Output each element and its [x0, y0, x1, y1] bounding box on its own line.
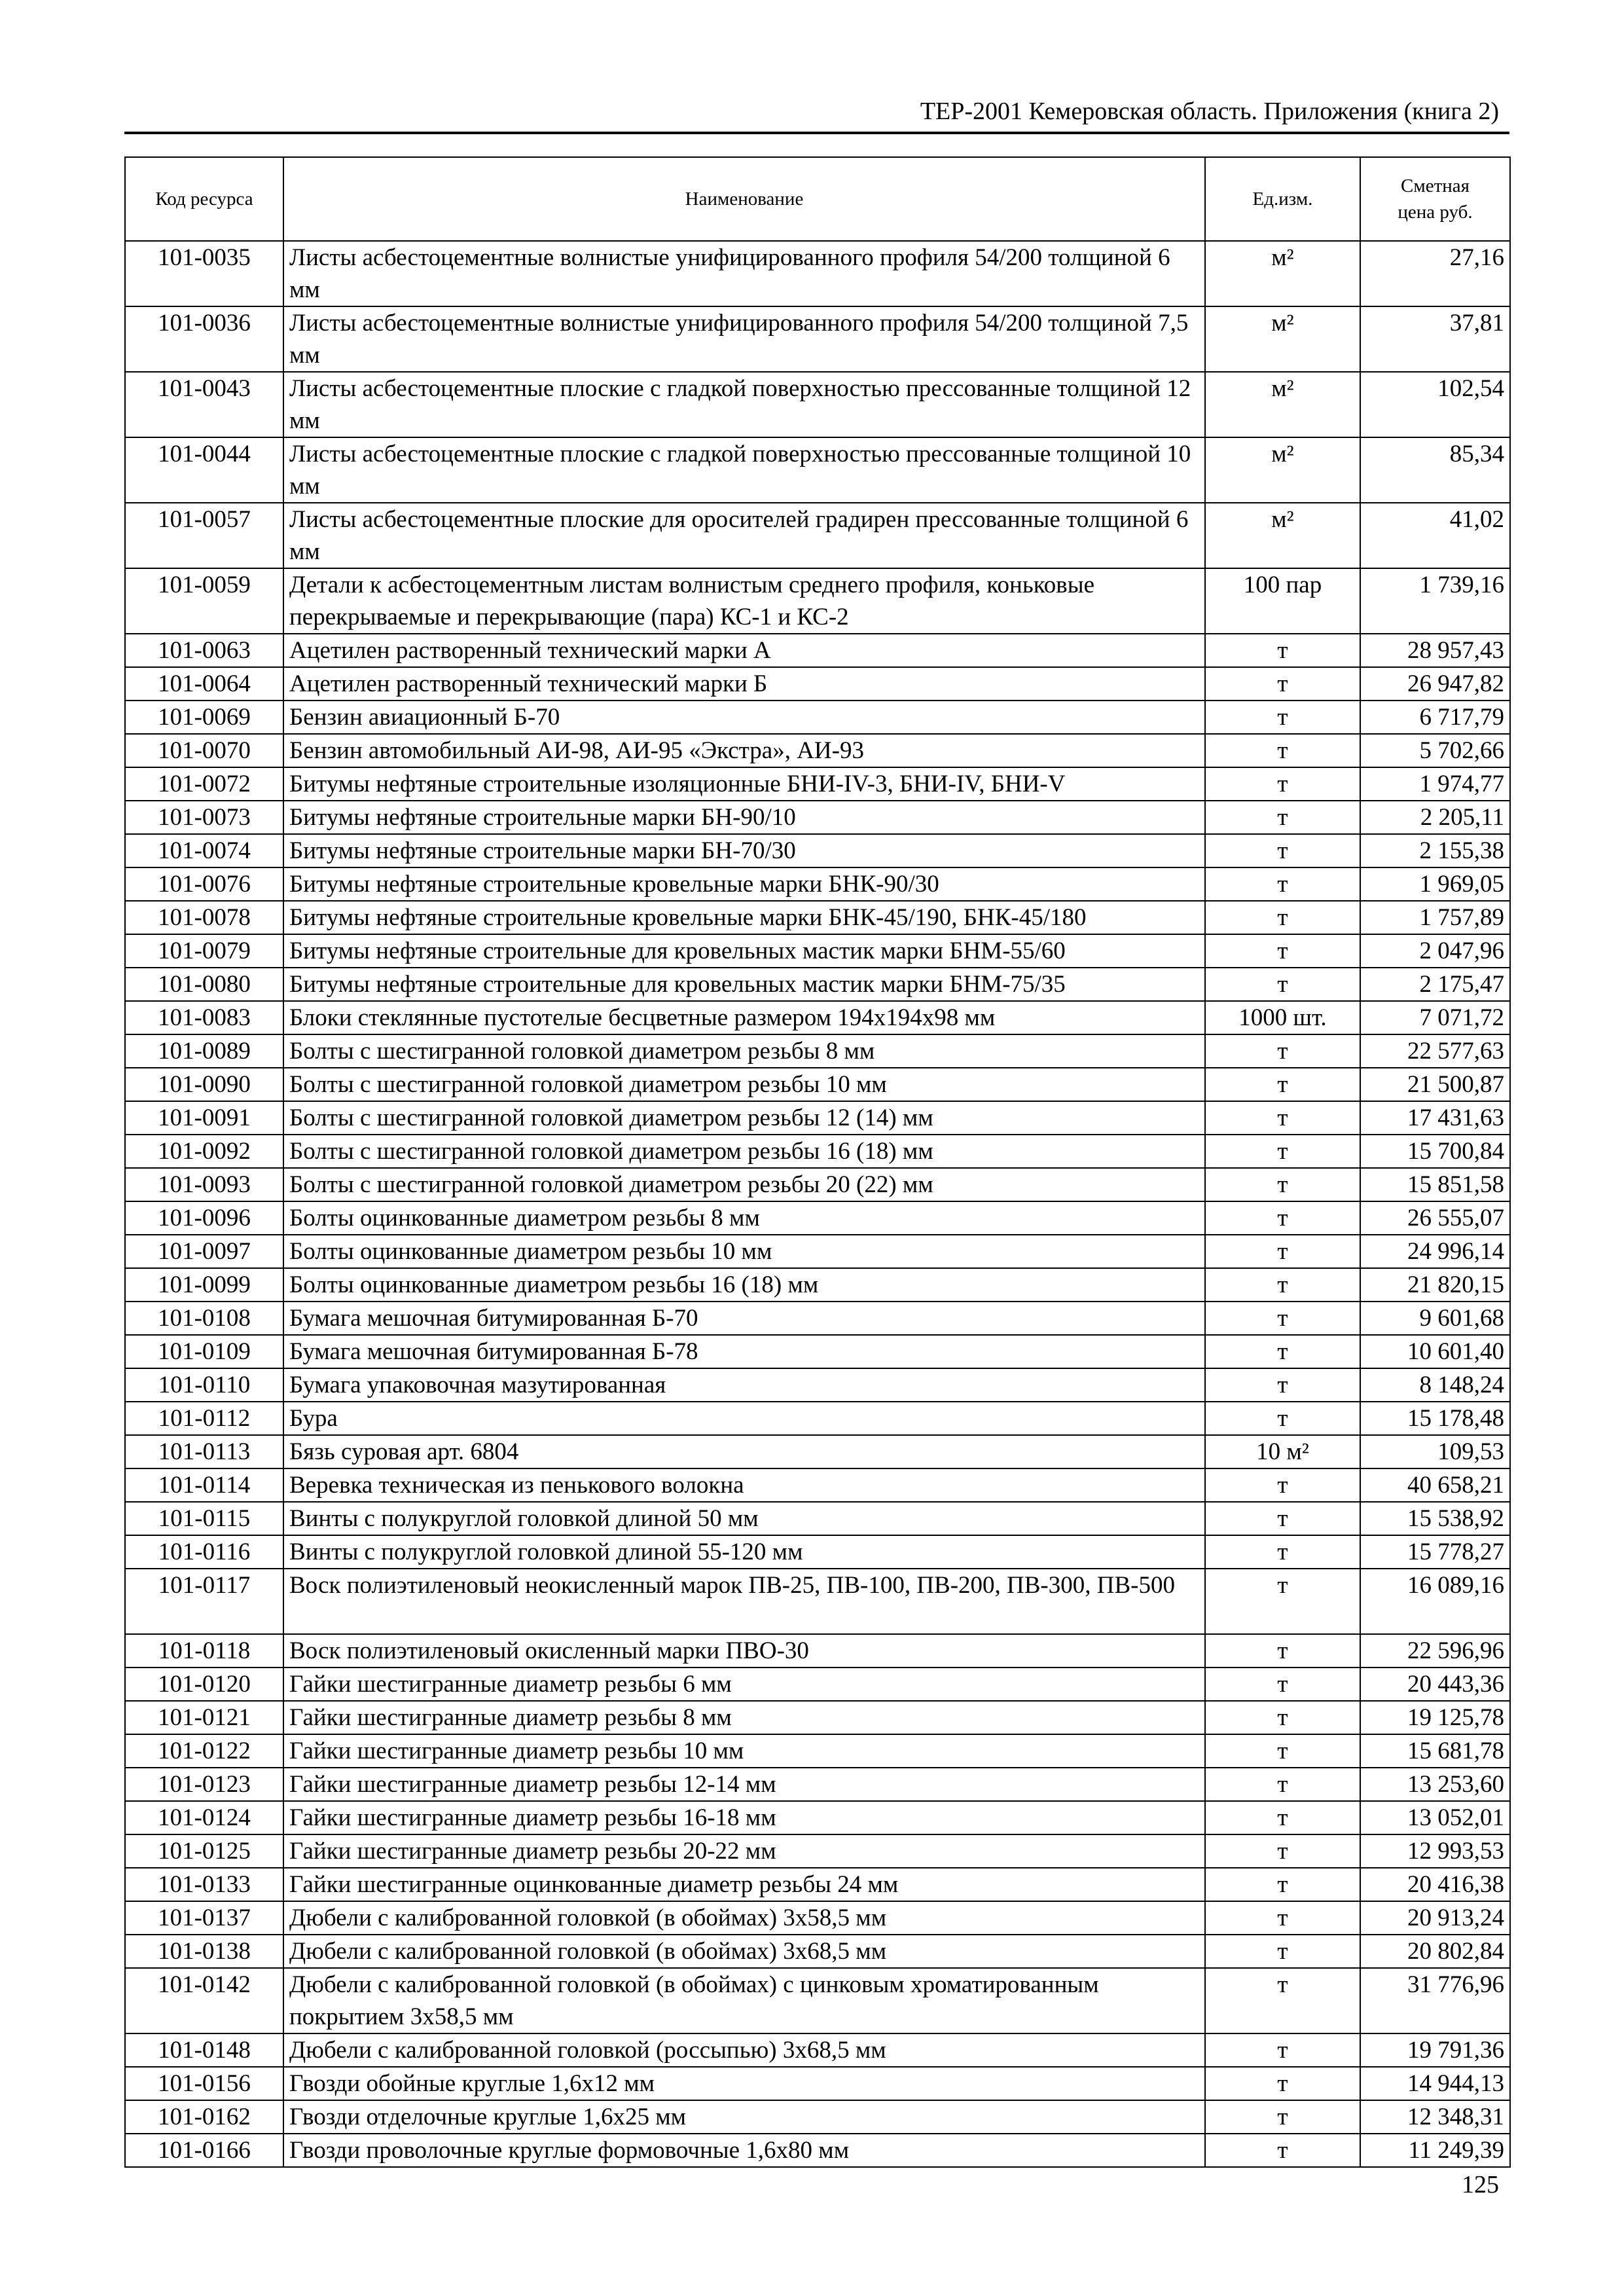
cell-name: Воск полиэтиленовый окисленный марки ПВО-30: [283, 1634, 1205, 1667]
cell-code: 101-0116: [125, 1535, 283, 1569]
table-row: [125, 437, 1510, 503]
cell-unit: т: [1205, 767, 1360, 801]
table-row: [125, 1535, 1510, 1569]
cell-code: 101-0092: [125, 1135, 283, 1168]
cell-code: 101-0072: [125, 767, 283, 801]
cell-price: 102,54: [1360, 372, 1510, 437]
cell-name: Бязь суровая арт. 6804: [283, 1435, 1205, 1468]
cell-unit: т: [1205, 1068, 1360, 1101]
cell-name: Гайки шестигранные оцинкованные диаметр резьбы 24 мм: [283, 1868, 1205, 1901]
cell-code: 101-0109: [125, 1335, 283, 1368]
cell-code: 101-0036: [125, 306, 283, 372]
cell-unit: т: [1205, 1335, 1360, 1368]
cell-code: 101-0108: [125, 1302, 283, 1335]
table-row: [125, 372, 1510, 437]
table-row: [125, 1634, 1510, 1667]
cell-price: 9 601,68: [1360, 1302, 1510, 1335]
cell-code: 101-0118: [125, 1634, 283, 1667]
cell-name: Гайки шестигранные диаметр резьбы 12-14 мм: [283, 1768, 1205, 1801]
table-row: [125, 1968, 1510, 2033]
cell-code: 101-0112: [125, 1402, 283, 1435]
cell-name: Винты с полукруглой головкой длиной 55-120 мм: [283, 1535, 1205, 1569]
cell-name: Битумы нефтяные строительные кровельные марки БНК-90/30: [283, 867, 1205, 901]
cell-code: 101-0166: [125, 2134, 283, 2167]
cell-unit: 100 пар: [1205, 568, 1360, 634]
column-header-price: Сметная цена руб.: [1360, 157, 1510, 241]
table-row: [125, 1834, 1510, 1868]
cell-price: 21 500,87: [1360, 1068, 1510, 1101]
cell-code: 101-0096: [125, 1201, 283, 1235]
cell-name: Битумы нефтяные строительные марки БН-90/10: [283, 801, 1205, 834]
table-row: [125, 1935, 1510, 1968]
table-row: [125, 968, 1510, 1001]
table-row: [125, 568, 1510, 634]
cell-name: Гайки шестигранные диаметр резьбы 20-22 мм: [283, 1834, 1205, 1868]
cell-unit: т: [1205, 801, 1360, 834]
cell-code: 101-0079: [125, 934, 283, 968]
cell-unit: т: [1205, 701, 1360, 734]
cell-code: 101-0162: [125, 2100, 283, 2134]
cell-unit: т: [1205, 734, 1360, 767]
cell-price: 2 175,47: [1360, 968, 1510, 1001]
cell-name: Воск полиэтиленовый неокисленный марок ПВ-25, ПВ-100, ПВ-200, ПВ-300, ПВ-500: [283, 1569, 1205, 1634]
cell-unit: т: [1205, 2134, 1360, 2167]
cell-name: Гайки шестигранные диаметр резьбы 16-18 мм: [283, 1801, 1205, 1834]
cell-price: 14 944,13: [1360, 2067, 1510, 2100]
cell-price: 12 348,31: [1360, 2100, 1510, 2134]
cell-unit: т: [1205, 934, 1360, 968]
cell-name: Гвозди обойные круглые 1,6х12 мм: [283, 2067, 1205, 2100]
table-row: [125, 834, 1510, 867]
cell-price: 10 601,40: [1360, 1335, 1510, 1368]
cell-name: Ацетилен растворенный технический марки А: [283, 634, 1205, 667]
table-row: [125, 1302, 1510, 1335]
cell-unit: т: [1205, 834, 1360, 867]
cell-unit: т: [1205, 2067, 1360, 2100]
cell-code: 101-0123: [125, 1768, 283, 1801]
cell-unit: т: [1205, 1135, 1360, 1168]
table-row: [125, 634, 1510, 667]
cell-price: 19 125,78: [1360, 1701, 1510, 1734]
cell-name: Ацетилен растворенный технический марки Б: [283, 667, 1205, 701]
cell-code: 101-0057: [125, 503, 283, 568]
cell-code: 101-0070: [125, 734, 283, 767]
cell-name: Болты оцинкованные диаметром резьбы 16 (18) мм: [283, 1268, 1205, 1302]
cell-price: 40 658,21: [1360, 1468, 1510, 1502]
table-row: [125, 1001, 1510, 1034]
cell-code: 101-0074: [125, 834, 283, 867]
table-row: [125, 2100, 1510, 2134]
table-row: [125, 934, 1510, 968]
table-body: [125, 241, 1510, 2167]
cell-code: 101-0059: [125, 568, 283, 634]
cell-name: Гайки шестигранные диаметр резьбы 10 мм: [283, 1734, 1205, 1768]
table-row: [125, 1101, 1510, 1135]
cell-price: 28 957,43: [1360, 634, 1510, 667]
table-row: [125, 1235, 1510, 1268]
table-row: [125, 503, 1510, 568]
cell-code: 101-0142: [125, 1968, 283, 2033]
cell-unit: т: [1205, 901, 1360, 934]
cell-name: Бумага упаковочная мазутированная: [283, 1368, 1205, 1402]
header-rule: [124, 132, 1509, 134]
cell-name: Болты с шестигранной головкой диаметром резьбы 20 (22) мм: [283, 1168, 1205, 1201]
cell-price: 13 253,60: [1360, 1768, 1510, 1801]
cell-code: 101-0064: [125, 667, 283, 701]
cell-unit: т: [1205, 1868, 1360, 1901]
cell-code: 101-0121: [125, 1701, 283, 1734]
cell-unit: т: [1205, 1535, 1360, 1569]
cell-code: 101-0122: [125, 1734, 283, 1768]
cell-name: Бензин автомобильный АИ-98, АИ-95 «Экстра», АИ-93: [283, 734, 1205, 767]
table-row: [125, 734, 1510, 767]
cell-unit: т: [1205, 1101, 1360, 1135]
page-number: 125: [1462, 2171, 1499, 2198]
cell-name: Детали к асбестоцементным листам волнистым среднего профиля, коньковые перекрываемые и перекрывающие (пара) КС-1 и КС-2: [283, 568, 1205, 634]
cell-unit: т: [1205, 1834, 1360, 1868]
cell-price: 22 596,96: [1360, 1634, 1510, 1667]
cell-price: 1 739,16: [1360, 568, 1510, 634]
column-header-code: Код ресурса: [125, 157, 283, 241]
table-row: [125, 867, 1510, 901]
cell-price: 22 577,63: [1360, 1034, 1510, 1068]
cell-name: Гвозди проволочные круглые формовочные 1,6х80 мм: [283, 2134, 1205, 2167]
cell-price: 20 802,84: [1360, 1935, 1510, 1968]
cell-price: 27,16: [1360, 241, 1510, 306]
cell-price: 109,53: [1360, 1435, 1510, 1468]
cell-unit: т: [1205, 1768, 1360, 1801]
table-row: [125, 1868, 1510, 1901]
table-row: [125, 667, 1510, 701]
cell-price: 19 791,36: [1360, 2033, 1510, 2067]
table-row: [125, 1034, 1510, 1068]
table-row: [125, 1435, 1510, 1468]
table-row: [125, 1502, 1510, 1535]
cell-price: 11 249,39: [1360, 2134, 1510, 2167]
cell-unit: т: [1205, 1302, 1360, 1335]
cell-price: 15 681,78: [1360, 1734, 1510, 1768]
cell-price: 26 555,07: [1360, 1201, 1510, 1235]
cell-name: Веревка техническая из пенькового волокна: [283, 1468, 1205, 1502]
cell-name: Болты оцинкованные диаметром резьбы 8 мм: [283, 1201, 1205, 1235]
cell-price: 15 700,84: [1360, 1135, 1510, 1168]
cell-code: 101-0044: [125, 437, 283, 503]
table-row: [125, 1368, 1510, 1402]
cell-code: 101-0115: [125, 1502, 283, 1535]
cell-price: 1 969,05: [1360, 867, 1510, 901]
cell-code: 101-0113: [125, 1435, 283, 1468]
cell-code: 101-0125: [125, 1834, 283, 1868]
cell-price: 2 155,38: [1360, 834, 1510, 867]
table-row: [125, 241, 1510, 306]
cell-price: 6 717,79: [1360, 701, 1510, 734]
cell-unit: т: [1205, 1268, 1360, 1302]
cell-code: 101-0078: [125, 901, 283, 934]
cell-unit: м²: [1205, 503, 1360, 568]
cell-unit: т: [1205, 1502, 1360, 1535]
cell-unit: т: [1205, 1201, 1360, 1235]
cell-price: 15 538,92: [1360, 1502, 1510, 1535]
cell-unit: т: [1205, 1701, 1360, 1734]
table-row: [125, 306, 1510, 372]
cell-name: Болты с шестигранной головкой диаметром резьбы 8 мм: [283, 1034, 1205, 1068]
table-row: [125, 1468, 1510, 1502]
cell-unit: т: [1205, 1801, 1360, 1834]
cell-name: Бензин авиационный Б-70: [283, 701, 1205, 734]
table-row: [125, 1068, 1510, 1101]
cell-unit: т: [1205, 1901, 1360, 1935]
cell-code: 101-0063: [125, 634, 283, 667]
cell-unit: т: [1205, 634, 1360, 667]
cell-code: 101-0069: [125, 701, 283, 734]
column-header-name: Наименование: [283, 157, 1205, 241]
cell-price: 26 947,82: [1360, 667, 1510, 701]
cell-name: Гвозди отделочные круглые 1,6х25 мм: [283, 2100, 1205, 2134]
cell-name: Бумага мешочная битумированная Б-78: [283, 1335, 1205, 1368]
cell-name: Болты с шестигранной головкой диаметром резьбы 10 мм: [283, 1068, 1205, 1101]
cell-price: 16 089,16: [1360, 1569, 1510, 1634]
cell-unit: т: [1205, 968, 1360, 1001]
cell-price: 8 148,24: [1360, 1368, 1510, 1402]
cell-code: 101-0124: [125, 1801, 283, 1834]
cell-code: 101-0073: [125, 801, 283, 834]
table-row: [125, 1667, 1510, 1701]
cell-name: Бумага мешочная битумированная Б-70: [283, 1302, 1205, 1335]
cell-unit: 1000 шт.: [1205, 1001, 1360, 1034]
cell-unit: м²: [1205, 306, 1360, 372]
cell-unit: т: [1205, 1569, 1360, 1634]
cell-name: Дюбели с калиброванной головкой (россыпью) 3х68,5 мм: [283, 2033, 1205, 2067]
cell-unit: м²: [1205, 437, 1360, 503]
cell-name: Дюбели с калиброванной головкой (в обоймах) с цинковым хроматированным покрытием 3х58,5 мм: [283, 1968, 1205, 2033]
cell-price: 31 776,96: [1360, 1968, 1510, 2033]
table-row: [125, 767, 1510, 801]
cell-name: Болты с шестигранной головкой диаметром резьбы 16 (18) мм: [283, 1135, 1205, 1168]
cell-name: Бура: [283, 1402, 1205, 1435]
cell-price: 5 702,66: [1360, 734, 1510, 767]
cell-name: Дюбели с калиброванной головкой (в обоймах) 3х58,5 мм: [283, 1901, 1205, 1935]
cell-code: 101-0090: [125, 1068, 283, 1101]
cell-code: 101-0148: [125, 2033, 283, 2067]
cell-code: 101-0117: [125, 1569, 283, 1634]
cell-price: 37,81: [1360, 306, 1510, 372]
cell-code: 101-0076: [125, 867, 283, 901]
cell-unit: м²: [1205, 372, 1360, 437]
cell-name: Битумы нефтяные строительные для кровельных мастик марки БНМ-75/35: [283, 968, 1205, 1001]
cell-price: 1 974,77: [1360, 767, 1510, 801]
cell-unit: 10 м²: [1205, 1435, 1360, 1468]
cell-price: 15 778,27: [1360, 1535, 1510, 1569]
cell-unit: т: [1205, 1402, 1360, 1435]
cell-price: 15 851,58: [1360, 1168, 1510, 1201]
cell-price: 85,34: [1360, 437, 1510, 503]
cell-code: 101-0091: [125, 1101, 283, 1135]
column-header-unit: Ед.изм.: [1205, 157, 1360, 241]
cell-name: Гайки шестигранные диаметр резьбы 8 мм: [283, 1701, 1205, 1734]
cell-unit: т: [1205, 1935, 1360, 1968]
table-row: [125, 801, 1510, 834]
table-row: [125, 2033, 1510, 2067]
cell-name: Битумы нефтяные строительные для кровельных мастик марки БНМ-55/60: [283, 934, 1205, 968]
cell-name: Дюбели с калиброванной головкой (в обоймах) 3х68,5 мм: [283, 1935, 1205, 1968]
cell-name: Битумы нефтяные строительные изоляционные БНИ-IV-3, БНИ-IV, БНИ-V: [283, 767, 1205, 801]
cell-code: 101-0138: [125, 1935, 283, 1968]
cell-price: 7 071,72: [1360, 1001, 1510, 1034]
cell-name: Блоки стеклянные пустотелые бесцветные размером 194х194х98 мм: [283, 1001, 1205, 1034]
cell-code: 101-0093: [125, 1168, 283, 1201]
cell-code: 101-0089: [125, 1034, 283, 1068]
cell-price: 20 416,38: [1360, 1868, 1510, 1901]
table-row: [125, 1135, 1510, 1168]
table-row: [125, 1335, 1510, 1368]
cell-unit: т: [1205, 1634, 1360, 1667]
cell-unit: т: [1205, 667, 1360, 701]
cell-price: 15 178,48: [1360, 1402, 1510, 1435]
cell-price: 2 205,11: [1360, 801, 1510, 834]
cell-price: 12 993,53: [1360, 1834, 1510, 1868]
cell-code: 101-0083: [125, 1001, 283, 1034]
cell-code: 101-0156: [125, 2067, 283, 2100]
cell-price: 24 996,14: [1360, 1235, 1510, 1268]
cell-name: Гайки шестигранные диаметр резьбы 6 мм: [283, 1667, 1205, 1701]
cell-code: 101-0043: [125, 372, 283, 437]
cell-price: 41,02: [1360, 503, 1510, 568]
cell-price: 2 047,96: [1360, 934, 1510, 968]
cell-unit: т: [1205, 1235, 1360, 1268]
cell-unit: т: [1205, 1034, 1360, 1068]
cell-unit: т: [1205, 867, 1360, 901]
table-row: [125, 1569, 1510, 1634]
cell-code: 101-0120: [125, 1667, 283, 1701]
cell-unit: м²: [1205, 241, 1360, 306]
cell-code: 101-0110: [125, 1368, 283, 1402]
cell-code: 101-0133: [125, 1868, 283, 1901]
cell-code: 101-0114: [125, 1468, 283, 1502]
cell-code: 101-0137: [125, 1901, 283, 1935]
cell-name: Листы асбестоцементные плоские с гладкой поверхностью прессованные толщиной 10 мм: [283, 437, 1205, 503]
table-row: [125, 1901, 1510, 1935]
table-header-row: [125, 157, 1510, 241]
cell-unit: т: [1205, 1667, 1360, 1701]
cell-name: Болты оцинкованные диаметром резьбы 10 мм: [283, 1235, 1205, 1268]
cell-unit: т: [1205, 1468, 1360, 1502]
cell-unit: т: [1205, 2033, 1360, 2067]
cell-unit: т: [1205, 1968, 1360, 2033]
cell-name: Листы асбестоцементные волнистые унифицированного профиля 54/200 толщиной 7,5 мм: [283, 306, 1205, 372]
cell-code: 101-0097: [125, 1235, 283, 1268]
cell-price: 13 052,01: [1360, 1801, 1510, 1834]
cell-name: Болты с шестигранной головкой диаметром резьбы 12 (14) мм: [283, 1101, 1205, 1135]
cell-name: Битумы нефтяные строительные кровельные марки БНК-45/190, БНК-45/180: [283, 901, 1205, 934]
table-row: [125, 1801, 1510, 1834]
table-row: [125, 701, 1510, 734]
cell-name: Битумы нефтяные строительные марки БН-70/30: [283, 834, 1205, 867]
table-row: [125, 1701, 1510, 1734]
cell-unit: т: [1205, 1368, 1360, 1402]
cell-code: 101-0080: [125, 968, 283, 1001]
table-row: [125, 1268, 1510, 1302]
cell-price: 20 443,36: [1360, 1667, 1510, 1701]
cell-unit: т: [1205, 2100, 1360, 2134]
table-row: [125, 1201, 1510, 1235]
cell-unit: т: [1205, 1168, 1360, 1201]
cell-code: 101-0099: [125, 1268, 283, 1302]
cell-name: Листы асбестоцементные волнистые унифицированного профиля 54/200 толщиной 6 мм: [283, 241, 1205, 306]
cell-price: 20 913,24: [1360, 1901, 1510, 1935]
running-header-title: ТЕР-2001 Кемеровская область. Приложения (книга 2): [920, 98, 1499, 125]
cell-code: 101-0035: [125, 241, 283, 306]
table-row: [125, 2134, 1510, 2167]
cell-name: Винты с полукруглой головкой длиной 50 мм: [283, 1502, 1205, 1535]
cell-price: 1 757,89: [1360, 901, 1510, 934]
cell-name: Листы асбестоцементные плоские с гладкой поверхностью прессованные толщиной 12 мм: [283, 372, 1205, 437]
table-row: [125, 1168, 1510, 1201]
cell-price: 17 431,63: [1360, 1101, 1510, 1135]
table-row: [125, 1734, 1510, 1768]
table-row: [125, 901, 1510, 934]
table-row: [125, 1402, 1510, 1435]
table-row: [125, 1768, 1510, 1801]
table-row: [125, 2067, 1510, 2100]
cell-price: 21 820,15: [1360, 1268, 1510, 1302]
cell-name: Листы асбестоцементные плоские для оросителей градирен прессованные толщиной 6 мм: [283, 503, 1205, 568]
resource-price-table: [124, 156, 1511, 2168]
cell-unit: т: [1205, 1734, 1360, 1768]
